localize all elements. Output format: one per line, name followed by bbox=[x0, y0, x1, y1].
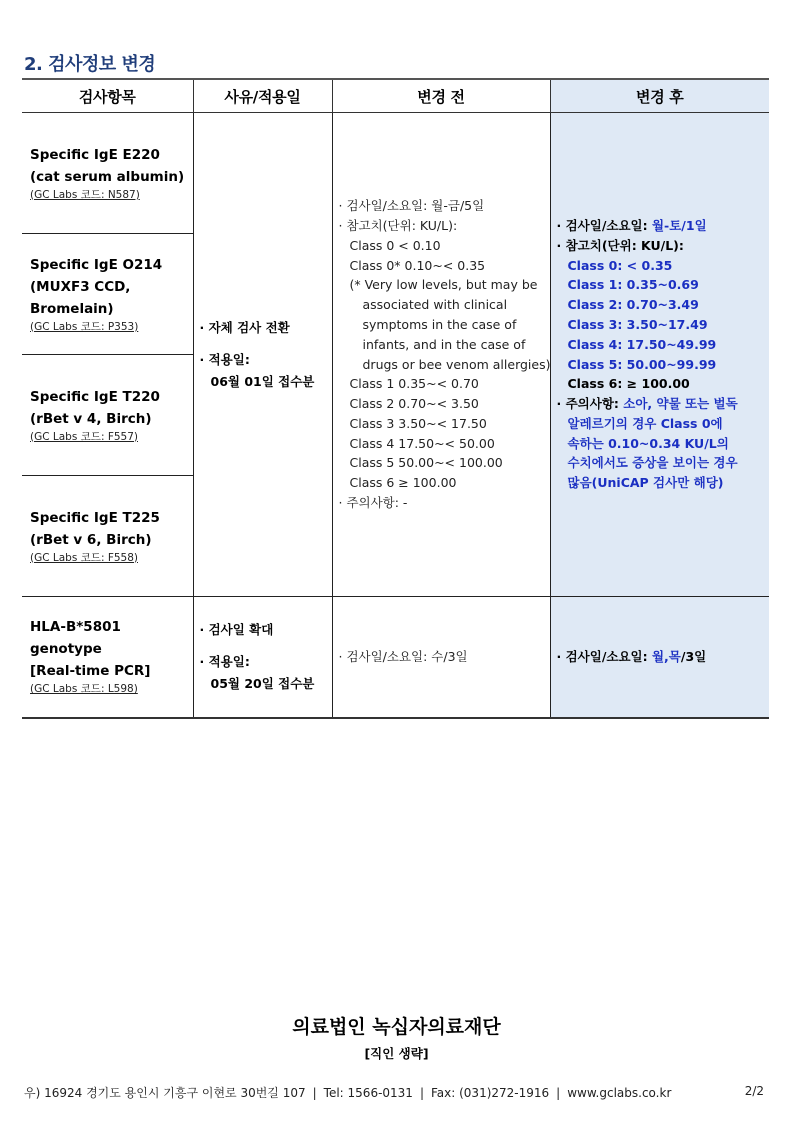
test-item-name: Bromelain) bbox=[30, 300, 114, 317]
after-class-line: Class 2: 0.70~3.49 bbox=[567, 297, 699, 313]
after-schedule bbox=[557, 216, 764, 236]
apply-label: · 적용일: bbox=[199, 351, 250, 367]
footer-tel: Tel: 1566-0131 bbox=[323, 1086, 413, 1100]
test-item-code: (GC Labs 코드: L598) bbox=[30, 683, 138, 696]
after-caution-line: 많음(UniCAP 검사만 해당) bbox=[567, 475, 724, 491]
before-class-line: Class 5 50.00~< 100.00 bbox=[349, 455, 503, 471]
before-note-line: associated with clinical bbox=[362, 297, 508, 313]
test-item-name: [Real-time PCR] bbox=[30, 663, 151, 680]
before-class-line: Class 0 < 0.10 bbox=[349, 237, 441, 253]
footer-seal-note: [직인 생략] bbox=[364, 1046, 429, 1061]
after-class-line: Class 1: 0.35~0.69 bbox=[567, 277, 699, 293]
footer-address: 우) 16924 경기도 용인시 기흥구 이현로 30번길 107 bbox=[24, 1086, 306, 1100]
table-header-row bbox=[22, 79, 769, 113]
test-item-t225 bbox=[22, 476, 193, 597]
test-item-name: (MUXF3 CCD, bbox=[30, 278, 131, 295]
footer-contact-line: 우) 16924 경기도 용인시 기흥구 이현로 30번길 107 | Tel: 1566-0131 | Fax: (031)272-1916 | www.gclabs.co.kr 2/2 bbox=[24, 1084, 764, 1100]
header-after: 변경 후 bbox=[550, 79, 769, 113]
apply-label: · 적용일: bbox=[199, 653, 250, 669]
after-schedule-label: · 검사일/소요일: bbox=[556, 217, 652, 233]
before-class-line: Class 1 0.35~< 0.70 bbox=[349, 376, 479, 392]
after-schedule-label: · 검사일/소요일: bbox=[556, 648, 652, 664]
header-item: 검사항목 bbox=[22, 79, 193, 113]
after-schedule bbox=[557, 647, 764, 667]
reason-cell bbox=[193, 597, 332, 718]
page-number: 2/2 bbox=[744, 1084, 764, 1098]
before-ref-label: · 참고치(단위: KU/L): bbox=[338, 217, 458, 233]
after-class-line: Class 5: 50.00~99.99 bbox=[567, 356, 717, 372]
after-caution-line: 알레르기의 경우 Class 0에 bbox=[567, 415, 723, 431]
after-caution bbox=[557, 394, 764, 414]
footer-fax: Fax: (031)272-1916 bbox=[431, 1086, 550, 1100]
after-schedule-suffix: /3일 bbox=[680, 648, 707, 664]
after-caution-line: 속하는 0.10~0.34 KU/L의 bbox=[567, 435, 729, 451]
before-class-line: Class 2 0.70~< 3.50 bbox=[349, 396, 479, 412]
before-schedule: · 검사일/소요일: 수/3일 bbox=[338, 648, 468, 664]
test-item-e220 bbox=[22, 113, 193, 234]
before-schedule: · 검사일/소요일: 월-금/5일 bbox=[338, 198, 485, 214]
before-note-line: infants, and in the case of bbox=[362, 336, 526, 352]
footer-organization: 의료법인 녹십자의료재단 bbox=[292, 1016, 501, 1038]
test-item-name: HLA-B*5801 genotype bbox=[30, 619, 121, 658]
test-item-name: Specific IgE E220 bbox=[30, 146, 160, 163]
test-item-name: Specific IgE T220 bbox=[30, 388, 160, 405]
section-title: 2. 검사정보 변경 bbox=[24, 54, 156, 75]
before-class-line: Class 0* 0.10~< 0.35 bbox=[349, 257, 486, 273]
before-cell bbox=[332, 113, 550, 597]
after-caution-text: 소아, 약물 또는 벌독 bbox=[623, 396, 738, 412]
after-cell bbox=[550, 597, 769, 718]
test-item-name: Specific IgE O214 bbox=[30, 256, 163, 273]
after-class-line: Class 6: ≥ 100.00 bbox=[567, 376, 690, 392]
after-class-line: Class 3: 3.50~17.49 bbox=[567, 316, 708, 332]
apply-date: 06월 01일 접수분 bbox=[210, 373, 315, 389]
table-row bbox=[22, 113, 769, 234]
test-item-code: (GC Labs 코드: F557) bbox=[30, 430, 138, 443]
before-note-line: drugs or bee venom allergies) bbox=[362, 356, 551, 372]
after-ref-label: · 참고치(단위: KU/L): bbox=[556, 237, 684, 253]
test-item-code: (GC Labs 코드: P353) bbox=[30, 320, 139, 333]
reason-text: · 자체 검사 전환 bbox=[199, 319, 290, 335]
after-caution-label: · 주의사항: bbox=[556, 396, 624, 412]
after-schedule-value: 월-토/1일 bbox=[651, 217, 707, 233]
apply-date: 05월 20일 접수분 bbox=[210, 675, 315, 691]
after-schedule-value: 월,목 bbox=[651, 648, 681, 664]
before-caution: · 주의사항: - bbox=[338, 495, 408, 511]
after-caution-line: 수치에서도 증상을 보이는 경우 bbox=[567, 455, 738, 471]
test-item-name: (rBet v 6, Birch) bbox=[30, 531, 152, 548]
test-item-name: Specific IgE T225 bbox=[30, 509, 160, 526]
after-cell bbox=[550, 113, 769, 597]
test-item-t220 bbox=[22, 355, 193, 476]
test-item-o214 bbox=[22, 234, 193, 355]
table-row bbox=[22, 597, 769, 718]
before-class-line: Class 3 3.50~< 17.50 bbox=[349, 415, 487, 431]
before-class-line: Class 6 ≥ 100.00 bbox=[349, 475, 457, 491]
test-item-hla bbox=[22, 597, 193, 718]
test-item-name: (cat serum albumin) bbox=[30, 168, 185, 185]
before-class-line: Class 4 17.50~< 50.00 bbox=[349, 435, 495, 451]
change-table bbox=[22, 78, 769, 719]
test-item-code: (GC Labs 코드: N587) bbox=[30, 188, 140, 201]
test-item-name: (rBet v 4, Birch) bbox=[30, 410, 152, 427]
header-before: 변경 전 bbox=[332, 79, 550, 113]
before-note-line: symptoms in the case of bbox=[362, 316, 517, 332]
header-reason: 사유/적용일 bbox=[193, 79, 332, 113]
after-class-line: Class 0: < 0.35 bbox=[567, 257, 673, 273]
reason-text: · 검사일 확대 bbox=[199, 621, 274, 637]
reason-cell bbox=[193, 113, 332, 597]
footer-website-link[interactable]: www.gclabs.co.kr bbox=[567, 1086, 672, 1100]
before-note-line: (* Very low levels, but may be bbox=[349, 277, 538, 293]
after-class-line: Class 4: 17.50~49.99 bbox=[567, 336, 717, 352]
before-cell bbox=[332, 597, 550, 718]
test-item-code: (GC Labs 코드: F558) bbox=[30, 551, 138, 564]
